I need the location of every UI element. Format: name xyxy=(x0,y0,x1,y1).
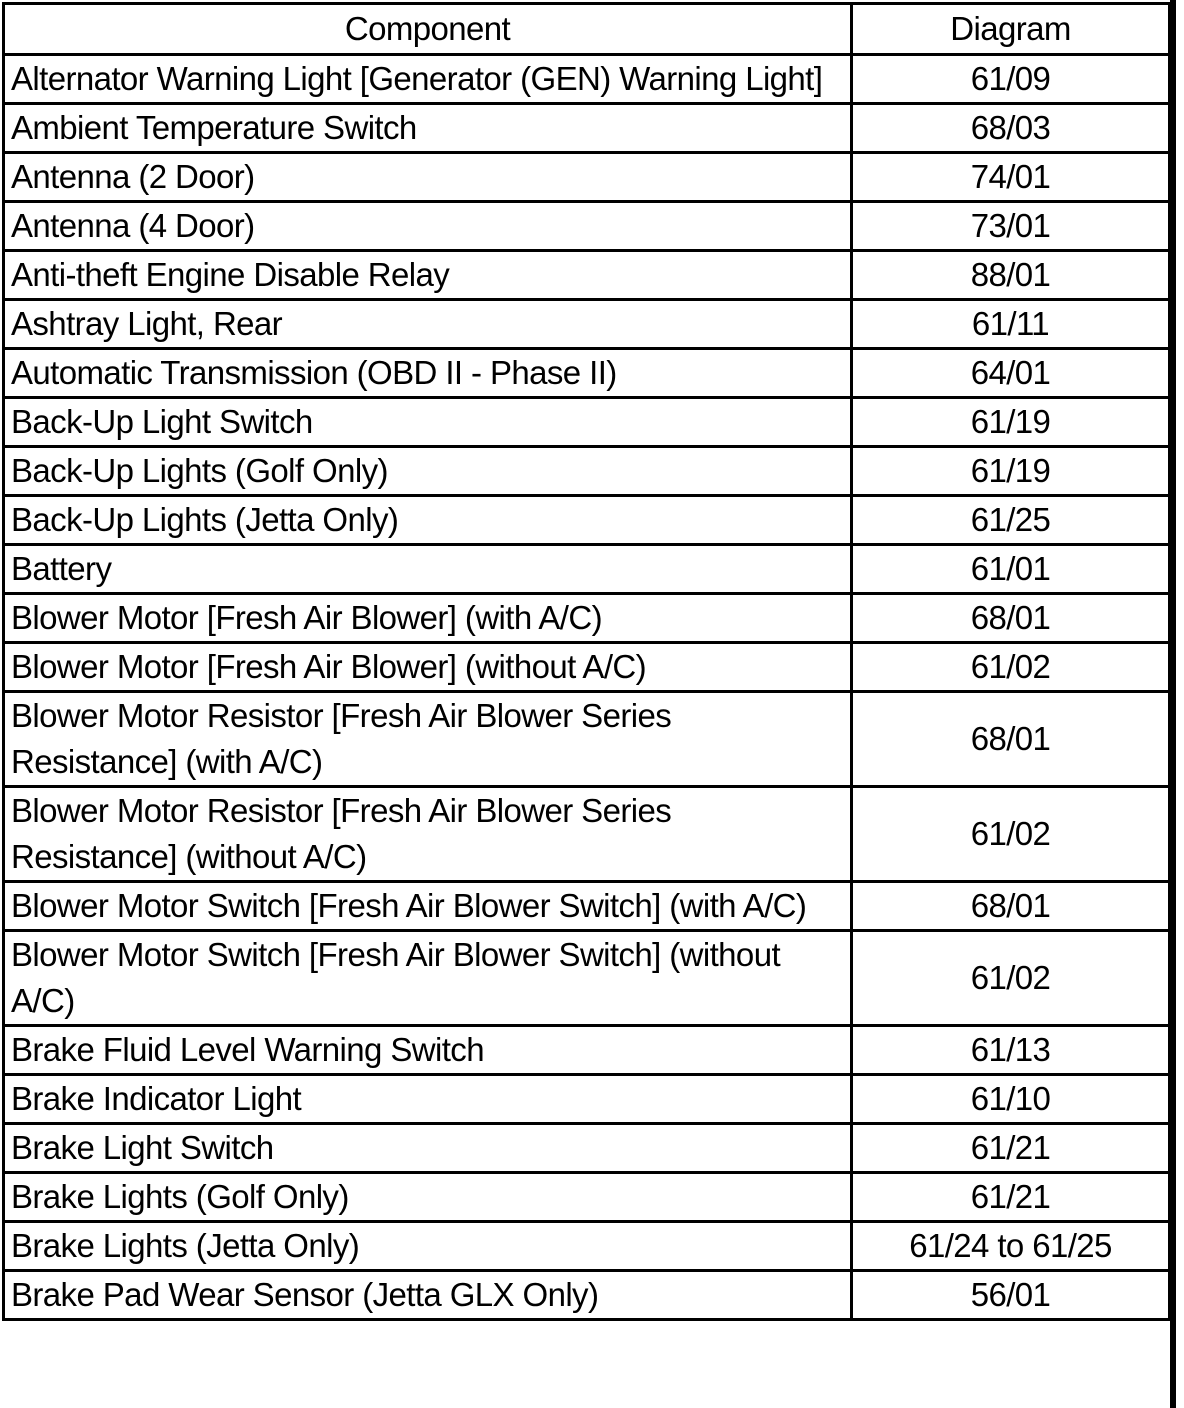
component-text: Blower Motor Switch [Fresh Air Blower Switch] (with A/C) xyxy=(11,887,807,924)
component-cell xyxy=(4,496,852,545)
diagram-cell: 61/11 xyxy=(852,300,1170,349)
table-row xyxy=(4,1173,1170,1222)
table-row xyxy=(4,300,1170,349)
diagram-cell: 61/09 xyxy=(852,55,1170,104)
diagram-cell: 68/01 xyxy=(852,594,1170,643)
component-text: Automatic Transmission (OBD II - Phase II) xyxy=(11,354,617,391)
diagram-cell: 64/01 xyxy=(852,349,1170,398)
table-row xyxy=(4,1222,1170,1271)
component-cell xyxy=(4,300,852,349)
component-text: Battery xyxy=(11,550,112,587)
table-row xyxy=(4,594,1170,643)
diagram-cell: 61/25 xyxy=(852,496,1170,545)
component-cell xyxy=(4,153,852,202)
table-row xyxy=(4,104,1170,153)
component-cell xyxy=(4,104,852,153)
component-cell xyxy=(4,202,852,251)
table-row xyxy=(4,1271,1170,1320)
table-row xyxy=(4,153,1170,202)
diagram-cell: 61/24 to 61/25 xyxy=(852,1222,1170,1271)
table-header xyxy=(4,4,1170,55)
component-text: Antenna (2 Door) xyxy=(11,158,255,195)
diagram-cell: 56/01 xyxy=(852,1271,1170,1320)
component-cell xyxy=(4,692,852,787)
table-row xyxy=(4,882,1170,931)
component-cell xyxy=(4,349,852,398)
table-row xyxy=(4,1124,1170,1173)
diagram-cell: 61/19 xyxy=(852,398,1170,447)
component-text: Brake Indicator Light xyxy=(11,1080,302,1117)
component-text: Blower Motor Resistor [Fresh Air Blower Series Resistance] (without A/C) xyxy=(11,792,672,875)
component-cell xyxy=(4,882,852,931)
table-row xyxy=(4,692,1170,787)
component-cell xyxy=(4,251,852,300)
component-cell xyxy=(4,1271,852,1320)
component-text: Alternator Warning Light [Generator (GEN) Warning Light] xyxy=(11,60,823,97)
table-row xyxy=(4,202,1170,251)
component-text: Blower Motor [Fresh Air Blower] (without A/C) xyxy=(11,648,647,685)
component-cell xyxy=(4,643,852,692)
component-cell xyxy=(4,55,852,104)
diagram-cell: 61/13 xyxy=(852,1026,1170,1075)
component-cell xyxy=(4,1026,852,1075)
component-diagram-table-wrapper xyxy=(2,2,1168,1321)
diagram-cell: 74/01 xyxy=(852,153,1170,202)
header-component: Component xyxy=(4,4,852,55)
component-text: Antenna (4 Door) xyxy=(11,207,255,244)
diagram-cell: 73/01 xyxy=(852,202,1170,251)
diagram-cell: 61/02 xyxy=(852,787,1170,882)
diagram-cell: 68/01 xyxy=(852,692,1170,787)
diagram-cell: 61/19 xyxy=(852,447,1170,496)
diagram-cell: 61/21 xyxy=(852,1173,1170,1222)
table-row xyxy=(4,496,1170,545)
component-text: Ashtray Light, Rear xyxy=(11,305,283,342)
diagram-cell: 88/01 xyxy=(852,251,1170,300)
component-cell xyxy=(4,787,852,882)
component-cell xyxy=(4,398,852,447)
component-text: Brake Lights (Golf Only) xyxy=(11,1178,349,1215)
table-row xyxy=(4,55,1170,104)
component-text: Back-Up Lights (Jetta Only) xyxy=(11,501,399,538)
table-row xyxy=(4,1026,1170,1075)
header-row xyxy=(4,4,1170,55)
component-cell xyxy=(4,545,852,594)
component-cell xyxy=(4,1075,852,1124)
right-border-line xyxy=(1170,0,1176,1408)
table-row xyxy=(4,398,1170,447)
component-diagram-table xyxy=(2,2,1171,1321)
header-diagram: Diagram xyxy=(852,4,1170,55)
component-text: Blower Motor Switch [Fresh Air Blower Switch] (without A/C) xyxy=(11,936,781,1019)
component-cell xyxy=(4,1124,852,1173)
diagram-cell: 61/02 xyxy=(852,643,1170,692)
diagram-cell: 68/01 xyxy=(852,882,1170,931)
component-text: Ambient Temperature Switch xyxy=(11,109,417,146)
table-row xyxy=(4,787,1170,882)
component-text: Back-Up Light Switch xyxy=(11,403,313,440)
component-text: Back-Up Lights (Golf Only) xyxy=(11,452,388,489)
diagram-cell: 61/21 xyxy=(852,1124,1170,1173)
table-row xyxy=(4,931,1170,1026)
component-text: Brake Light Switch xyxy=(11,1129,274,1166)
table-row xyxy=(4,349,1170,398)
diagram-cell: 68/03 xyxy=(852,104,1170,153)
table-row xyxy=(4,447,1170,496)
table-row xyxy=(4,643,1170,692)
component-text: Anti-theft Engine Disable Relay xyxy=(11,256,450,293)
component-text: Brake Pad Wear Sensor (Jetta GLX Only) xyxy=(11,1276,599,1313)
table-row xyxy=(4,251,1170,300)
component-text: Brake Fluid Level Warning Switch xyxy=(11,1031,484,1068)
table-row xyxy=(4,545,1170,594)
component-text: Blower Motor [Fresh Air Blower] (with A/C) xyxy=(11,599,602,636)
component-cell xyxy=(4,1222,852,1271)
diagram-cell: 61/10 xyxy=(852,1075,1170,1124)
component-text: Brake Lights (Jetta Only) xyxy=(11,1227,360,1264)
table-row xyxy=(4,1075,1170,1124)
diagram-cell: 61/01 xyxy=(852,545,1170,594)
component-cell xyxy=(4,447,852,496)
component-cell xyxy=(4,594,852,643)
component-text: Blower Motor Resistor [Fresh Air Blower Series Resistance] (with A/C) xyxy=(11,697,672,780)
component-cell xyxy=(4,931,852,1026)
component-cell xyxy=(4,1173,852,1222)
diagram-cell: 61/02 xyxy=(852,931,1170,1026)
table-body xyxy=(4,55,1170,1320)
